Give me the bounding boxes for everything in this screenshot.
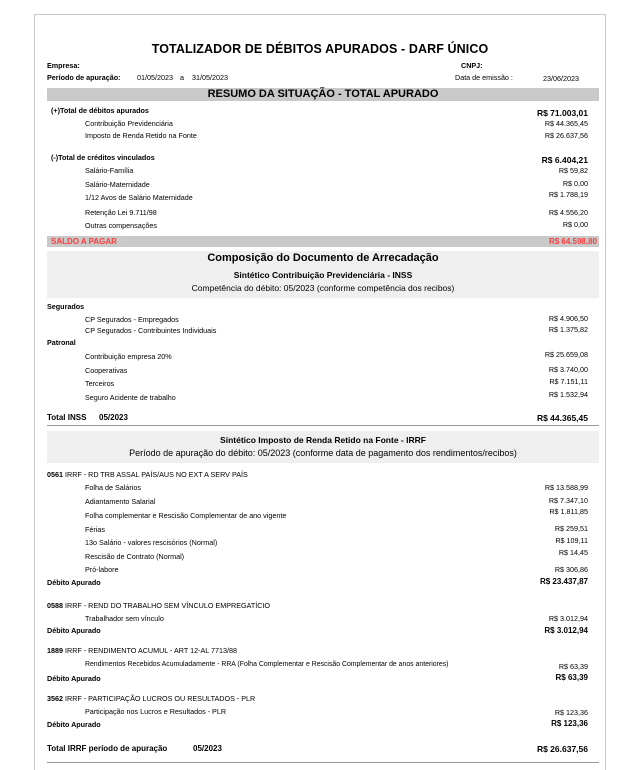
periodo-fim: 31/05/2023: [192, 73, 228, 82]
irrf-item-value: R$ 13.588,99: [544, 483, 588, 492]
irrf-group-desc: IRRF - PARTICIPAÇÃO LUCROS OU RESULTADOS - PLR: [65, 694, 256, 703]
patronal-item-label: Contribuição empresa 20%: [85, 352, 172, 361]
irrf-group-header: [47, 601, 270, 610]
debitos-total: R$ 71.003,01: [536, 108, 588, 118]
irrf-item-label: Folha complementar e Rescisão Complementar de ano vigente: [85, 511, 287, 520]
credito-item-value: R$ 0,00: [562, 179, 588, 188]
inss-title: Sintético Contribuição Previdenciária - INSS: [233, 270, 413, 280]
emissao-data: 23/06/2023: [543, 74, 579, 83]
irrf-group-header: [47, 646, 237, 655]
composicao-title: Composição do Documento de Arrecadação: [207, 252, 439, 264]
irrf-item-label: Rendimentos Recebidos Acumuladamente - RRA (Folha Complementar e Rescisão Complementar de anos anteriores): [85, 661, 449, 668]
irrf-item-value: R$ 1.811,85: [549, 507, 588, 516]
debito-item-value: R$ 44.365,45: [544, 119, 588, 128]
periodo-sep: a: [180, 73, 184, 82]
report-page: [34, 14, 606, 770]
total-irrf-value: R$ 26.637,56: [536, 744, 588, 754]
irrf-debito-value: R$ 23.437,87: [539, 577, 588, 586]
credito-item-label: Salário-Família: [85, 166, 134, 175]
irrf-item-label: 13o Salário - valores rescisórios (Normal): [85, 538, 218, 547]
credito-item-label: Outras compensações: [85, 221, 157, 230]
irrf-group-code: 1889: [47, 646, 63, 655]
irrf-group-desc: IRRF - RENDIMENTO ACUMUL - ART 12-AL 7713/88: [65, 646, 238, 655]
irrf-item-value: R$ 7.347,10: [548, 496, 588, 505]
resumo-title: RESUMO DA SITUAÇÃO - TOTAL APURADO: [207, 88, 439, 100]
total-irrf-label: Total IRRF período de apuração: [47, 744, 168, 753]
credito-item-value: R$ 59,82: [558, 166, 588, 175]
patronal-item-value: R$ 3.740,00: [548, 365, 588, 374]
credito-item-value: R$ 0,00: [562, 220, 588, 229]
irrf-item-label: Trabalhador sem vínculo: [85, 614, 164, 623]
segurados-item-value: R$ 1.375,82: [548, 325, 588, 334]
patronal-item-label: Seguro Acidente de trabalho: [85, 393, 176, 402]
empresa-label: Empresa:: [47, 61, 80, 70]
irrf-item-label: Rescisão de Contrato (Normal): [85, 552, 185, 561]
irrf-item-value: R$ 63,39: [558, 662, 588, 671]
irrf-group-header: [47, 470, 248, 479]
credito-item-label: 1/12 Avos de Salário Maternidade: [85, 193, 193, 202]
irrf-item-label: Adiantamento Salarial: [85, 497, 156, 506]
total-irrf-period: 05/2023: [193, 744, 222, 753]
debito-item-label: Contribuição Previdenciária: [85, 119, 173, 128]
periodo-inicio: 01/05/2023: [137, 73, 173, 82]
irrf-debito-value: R$ 123,36: [551, 719, 588, 728]
irrf-debito-label: Débito Apurado: [47, 626, 101, 635]
patronal-item-value: R$ 7.151,11: [549, 377, 588, 386]
patronal-label: Patronal: [47, 338, 76, 347]
segurados-item-label: CP Segurados - Contribuintes Individuais: [85, 326, 217, 335]
irrf-item-value: R$ 259,51: [554, 524, 588, 533]
credito-item-value: R$ 1.788,19: [548, 190, 588, 199]
irrf-item-value: R$ 306,86: [554, 565, 588, 574]
irrf-item-label: Participação nos Lucros e Resultados - PLR: [85, 707, 227, 716]
irrf-subtitle: Período de apuração do débito: 05/2023 (conforme data de pagamento dos rendimentos/recibos): [129, 448, 517, 458]
irrf-group-desc: IRRF - REND DO TRABALHO SEM VÍNCULO EMPREGATÍCIO: [65, 601, 271, 610]
saldo-label: SALDO A PAGAR: [51, 237, 117, 246]
irrf-item-label: Férias: [85, 525, 105, 534]
irrf-group-code: 0588: [47, 601, 63, 610]
irrf-item-value: R$ 109,11: [555, 536, 588, 545]
creditos-total: R$ 6.404,21: [541, 155, 588, 165]
irrf-debito-label: Débito Apurado: [47, 674, 101, 683]
irrf-header: [47, 431, 599, 463]
irrf-title: Sintético Imposto de Renda Retido na Fonte - IRRF: [220, 435, 426, 445]
debito-item-value: R$ 26.637,56: [544, 131, 588, 140]
composicao-header: [47, 251, 599, 298]
page-title: TOTALIZADOR DE DÉBITOS APURADOS - DARF ÚNICO: [151, 42, 489, 56]
credito-item-label: Salário-Maternidade: [85, 180, 150, 189]
emissao-label: Data de emissão :: [455, 73, 513, 82]
resumo-header: [47, 88, 599, 101]
creditos-label: (-)Total de créditos vinculados: [51, 153, 155, 162]
patronal-item-label: Cooperativas: [85, 366, 128, 375]
irrf-group-desc: IRRF - RD TRB ASSAL PAÍS/AUS NO EXT A SERV PAÍS: [65, 470, 248, 479]
irrf-item-value: R$ 14,45: [558, 548, 588, 557]
irrf-item-value: R$ 123,36: [554, 708, 588, 717]
periodo-label: Período de apuração:: [47, 73, 121, 82]
patronal-item-label: Terceiros: [85, 379, 115, 388]
irrf-item-value: R$ 3.012,94: [548, 614, 588, 623]
saldo-value: R$ 64.598,80: [548, 237, 597, 246]
irrf-item-label: Folha de Salários: [85, 483, 141, 492]
irrf-group-code: 0561: [47, 470, 63, 479]
debitos-label: (+)Total de débitos apurados: [51, 106, 149, 115]
segurados-item-value: R$ 4.906,50: [548, 314, 588, 323]
total-inss-period: 05/2023: [99, 413, 128, 422]
irrf-debito-value: R$ 63,39: [555, 673, 588, 682]
segurados-label: Segurados: [47, 302, 85, 311]
segurados-item-label: CP Segurados - Empregados: [85, 315, 179, 324]
irrf-debito-value: R$ 3.012,94: [544, 626, 588, 635]
patronal-item-value: R$ 25.659,08: [544, 350, 588, 359]
debito-item-label: Imposto de Renda Retido na Fonte: [85, 131, 197, 140]
credito-item-value: R$ 4.556,20: [548, 208, 588, 217]
total-inss-label: Total INSS: [47, 413, 87, 422]
irrf-group-header: [47, 694, 255, 703]
total-inss-value: R$ 44.365,45: [536, 413, 588, 423]
irrf-item-label: Pró-labore: [85, 565, 119, 574]
irrf-group-code: 3562: [47, 694, 63, 703]
inss-subtitle: Competência do débito: 05/2023 (conforme competência dos recibos): [191, 283, 455, 293]
irrf-debito-label: Débito Apurado: [47, 720, 101, 729]
cnpj-label: CNPJ:: [461, 61, 483, 70]
irrf-debito-label: Débito Apurado: [47, 578, 101, 587]
separator-line: [47, 425, 599, 426]
saldo-bar: [47, 236, 599, 247]
patronal-item-value: R$ 1.532,94: [548, 390, 588, 399]
credito-item-label: Retenção Lei 9.711/98: [85, 208, 157, 217]
bottom-separator-line: [47, 762, 599, 763]
